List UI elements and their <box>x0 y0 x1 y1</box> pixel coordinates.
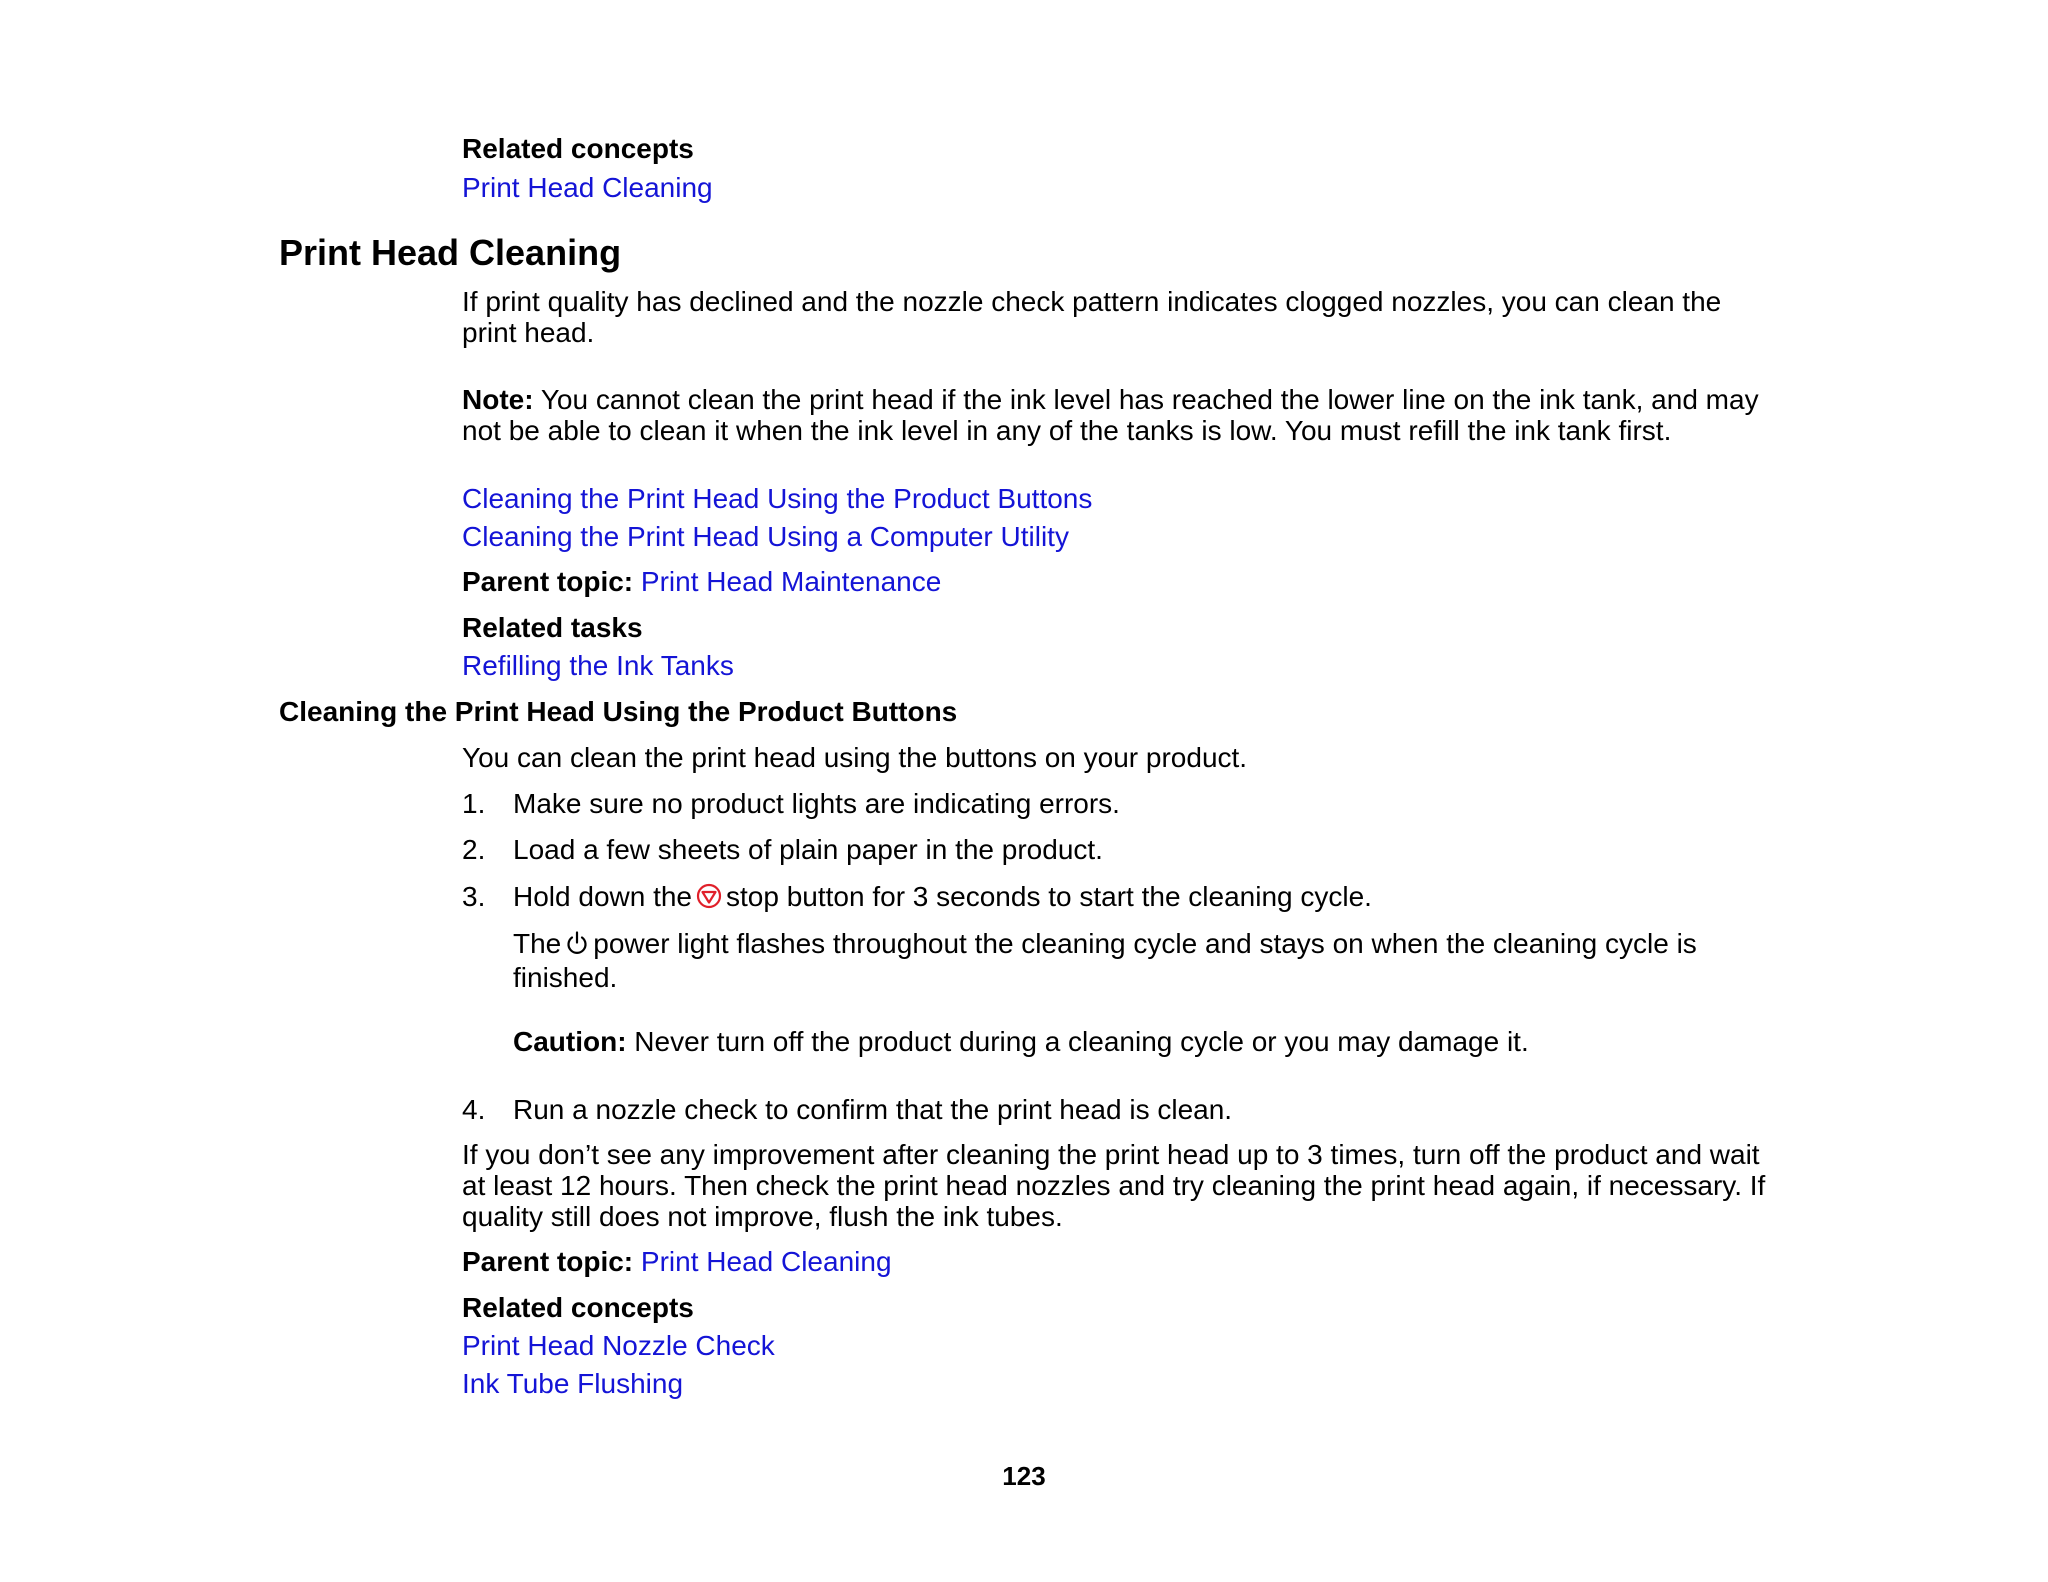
step-text <box>513 881 1372 915</box>
link-print-head-nozzle-check[interactable]: Print Head Nozzle Check <box>462 1330 775 1361</box>
note-label: Note: <box>462 384 534 415</box>
step-3-text-before: Hold down the <box>513 881 693 912</box>
caution-text: Never turn off the product during a cleaning cycle or you may damage it. <box>626 1026 1529 1057</box>
caution-paragraph <box>513 1026 1529 1057</box>
power-icon <box>565 930 589 962</box>
step-number: 3. <box>462 881 486 912</box>
subsection-intro: You can clean the print head using the buttons on your product. <box>462 742 1248 773</box>
followup-paragraph: If you don’t see any improvement after cleaning the print head up to 3 times, turn off the product and wait at least 12 hours. Then check the print head nozzles and try cleaning the print head again, if necessary. If quality still does not improve, flush the ink tubes. <box>462 1139 1766 1232</box>
subsection-title: Cleaning the Print Head Using the Product Buttons <box>279 696 958 727</box>
step-text: Run a nozzle check to confirm that the print head is clean. <box>513 1094 1233 1125</box>
note-paragraph <box>462 384 1782 446</box>
caution-label: Caution: <box>513 1026 627 1057</box>
step-text: Load a few sheets of plain paper in the product. <box>513 834 1103 865</box>
note-text: You cannot clean the print head if the ink level has reached the lower line on the ink tank, and may not be able to clean it when the ink level in any of the tanks is low. You must refill the ink tank first. <box>462 384 1759 446</box>
stop-button-icon <box>696 883 722 915</box>
step-3-text-after: stop button for 3 seconds to start the cleaning cycle. <box>726 881 1372 912</box>
related-concepts-heading: Related concepts <box>462 133 694 164</box>
link-print-head-maintenance[interactable]: Print Head Maintenance <box>640 566 942 597</box>
parent-topic-line-2 <box>462 1246 892 1277</box>
link-refilling-ink-tanks[interactable]: Refilling the Ink Tanks <box>462 650 734 681</box>
link-ink-tube-flushing[interactable]: Ink Tube Flushing <box>462 1368 684 1399</box>
step-number: 1. <box>462 788 486 819</box>
parent-topic-label: Parent topic: <box>462 566 634 597</box>
step-number: 4. <box>462 1094 486 1125</box>
step-3-detail-after: power light flashes throughout the cleaning cycle and stays on when the cleaning cycle is finished. <box>513 928 1697 993</box>
step-3-detail-before: The <box>513 928 562 959</box>
link-print-head-cleaning[interactable]: Print Head Cleaning <box>462 172 713 203</box>
link-cleaning-computer-utility[interactable]: Cleaning the Print Head Using a Computer Utility <box>462 521 1069 552</box>
related-tasks-heading: Related tasks <box>462 612 643 643</box>
section-intro: If print quality has declined and the nozzle check pattern indicates clogged nozzles, you can clean the print head. <box>462 286 1722 348</box>
step-3-detail <box>513 928 1783 993</box>
section-title: Print Head Cleaning <box>279 232 622 273</box>
related-concepts-heading-2: Related concepts <box>462 1292 694 1323</box>
step-number: 2. <box>462 834 486 865</box>
page-number: 123 <box>1002 1461 1046 1491</box>
link-print-head-cleaning-parent[interactable]: Print Head Cleaning <box>640 1246 892 1277</box>
parent-topic-label: Parent topic: <box>462 1246 634 1277</box>
link-cleaning-product-buttons[interactable]: Cleaning the Print Head Using the Product Buttons <box>462 483 1093 514</box>
step-text: Make sure no product lights are indicating errors. <box>513 788 1120 819</box>
parent-topic-line <box>462 566 941 597</box>
